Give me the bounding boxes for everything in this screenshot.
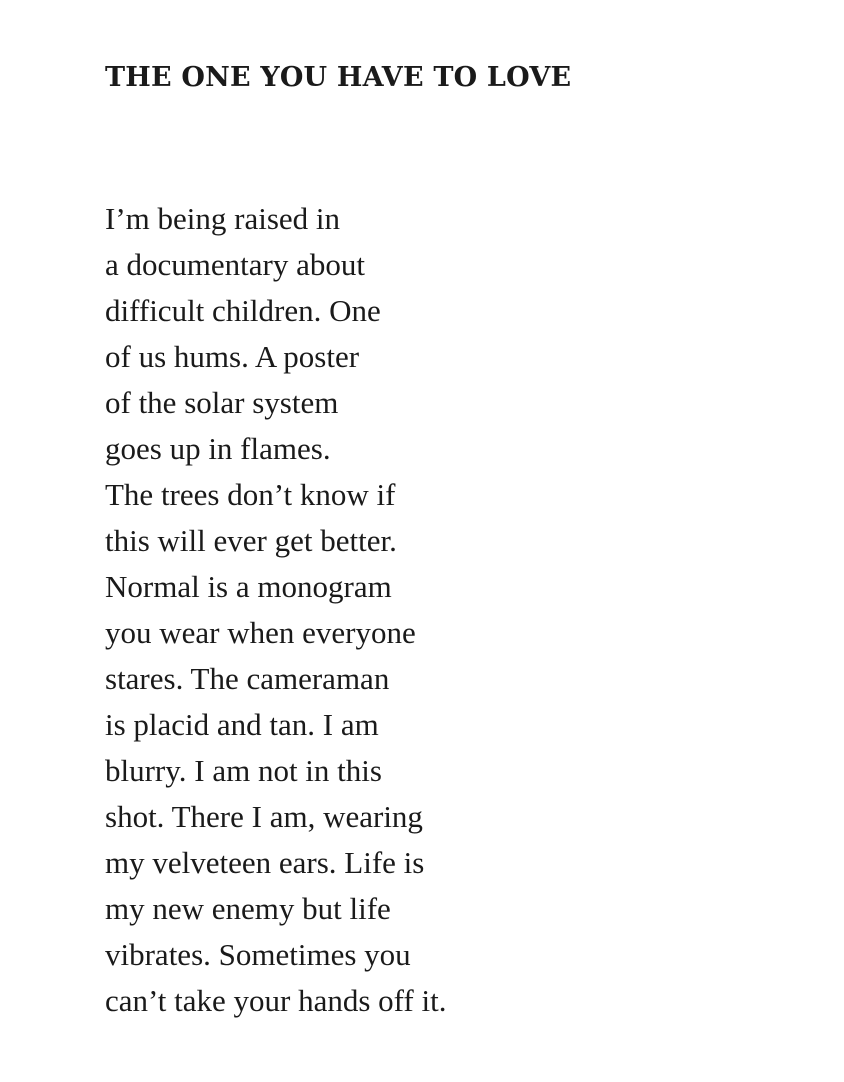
poem-line: difficult children. One	[105, 293, 381, 328]
poem-line: Normal is a monogram	[105, 569, 392, 604]
poem-line: my new enemy but life	[105, 891, 391, 926]
poem-line: is placid and tan. I am	[105, 707, 379, 742]
poem-line: stares. The cameraman	[105, 661, 390, 696]
poem-line: I’m being raised in	[105, 201, 341, 236]
poem-line: The trees don’t know if	[105, 477, 396, 512]
poem-line: my velveteen ears. Life is	[105, 845, 425, 880]
poem-line: shot. There I am, wearing	[105, 799, 423, 834]
poem-line: of the solar system	[105, 385, 339, 420]
poem-line: of us hums. A poster	[105, 339, 360, 374]
poem-line: you wear when everyone	[105, 615, 416, 650]
poem-line: blurry. I am not in this	[105, 753, 382, 788]
poem-body	[105, 196, 446, 1024]
poem-line: can’t take your hands off it.	[105, 983, 447, 1018]
poem-line: vibrates. Sometimes you	[105, 937, 411, 972]
poem-line: a documentary about	[105, 247, 365, 282]
poem-line: this will ever get better.	[105, 523, 397, 558]
poem-title: THE ONE YOU HAVE TO LOVE	[105, 62, 572, 93]
poem-line: goes up in flames.	[105, 431, 331, 466]
